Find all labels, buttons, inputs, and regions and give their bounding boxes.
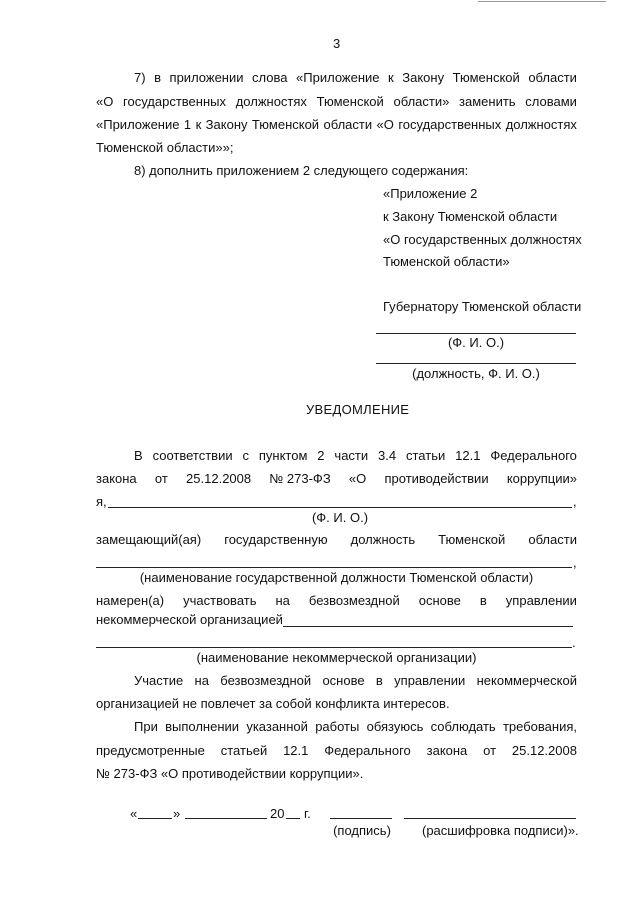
date-year-line: [286, 818, 300, 819]
appendix-header-line-3: «О государственных должностях: [383, 232, 582, 247]
notice-paragraph-3-line-1-word: При: [134, 719, 158, 734]
notice-org-prefix: некоммерческой организацией: [96, 612, 283, 627]
amendment-7-line-1-word: Тюменской: [452, 70, 520, 85]
notice-fio-comma: ,: [573, 494, 577, 509]
addressee-fio-line: [376, 333, 576, 334]
amendment-7-line-2-word: государственных: [123, 94, 226, 109]
notice-paragraph-1-line-1-word: В: [134, 448, 143, 463]
notice-intend-line: [96, 593, 577, 608]
notice-paragraph-1-line-2-word: коррупции»: [506, 471, 577, 486]
notice-intend-line-word: безвозмездной: [308, 593, 400, 608]
date-year-suffix: г.: [304, 806, 311, 821]
notice-paragraph-2-line-1: [134, 673, 577, 688]
amendment-7-line-3-word: «О: [376, 117, 394, 132]
amendment-7-line-3: [96, 117, 577, 132]
notice-holding-line: [96, 532, 577, 547]
notice-fio-line: [108, 507, 572, 508]
notice-paragraph-2-line-1-word: Участие: [134, 673, 184, 688]
notice-paragraph-1-line-2-word: 25.12.2008: [186, 471, 252, 486]
notice-paragraph-2-line-1-word: в: [375, 673, 383, 688]
notice-org-line-1: [283, 626, 573, 627]
amendment-7-line-3-word: 1: [183, 117, 192, 132]
notice-intend-line-word: на: [275, 593, 290, 608]
notice-paragraph-2-line-1-word: основе: [322, 673, 365, 688]
notice-i-prefix: я,: [96, 494, 107, 509]
notice-paragraph-1-line-2-word: от: [154, 471, 168, 486]
amendment-7-line-4: Тюменской области»»;: [96, 140, 234, 155]
amendment-7-line-3-word: к: [195, 117, 202, 132]
notice-position-comma: ,: [573, 555, 577, 570]
notice-holding-line-word: области: [528, 532, 577, 547]
notice-paragraph-1-line-2-word: № 273-ФЗ: [269, 471, 331, 486]
signature-caption: (подпись): [333, 823, 391, 838]
date-month-line: [185, 818, 267, 819]
appendix-header-line-4: Тюменской области»: [383, 254, 510, 269]
addressee-governor: Губернатору Тюменской области: [383, 299, 582, 314]
appendix-header-line-2: к Закону Тюменской области: [383, 209, 558, 224]
date-year-prefix: 20: [270, 806, 285, 821]
notice-title: УВЕДОМЛЕНИЕ: [306, 402, 410, 417]
notice-paragraph-3-line-2-word: закона: [426, 743, 468, 758]
notice-paragraph-3-line-2-word: статьей: [220, 743, 268, 758]
notice-paragraph-1-line-1: [134, 448, 577, 463]
notice-intend-line-word: в: [479, 593, 487, 608]
amendment-7-line-1-word: «Приложение: [296, 70, 380, 85]
notice-holding-line-word: Тюменской: [438, 532, 506, 547]
notice-position-line: [96, 567, 572, 568]
amendment-7-line-2-word: должностях: [235, 94, 307, 109]
appendix-header-line-1: «Приложение 2: [383, 186, 478, 201]
notice-holding-line-word: должность: [350, 532, 416, 547]
amendment-7-line-1-word: слова: [252, 70, 288, 85]
amendment-7-line-1: [134, 70, 577, 85]
addressee-position-caption: (должность, Ф. И. О.): [412, 366, 540, 381]
amendment-7-line-2-word: словами: [525, 94, 577, 109]
signature-decode-caption: (расшифровка подписи)».: [422, 823, 579, 838]
notice-holding-line-word: государственную: [224, 532, 328, 547]
notice-paragraph-1-line-1-word: статьи: [406, 448, 446, 463]
amendment-7-line-1-word: в: [154, 70, 161, 85]
amendment-7-line-1-word: приложении: [169, 70, 244, 85]
notice-paragraph-3-line-2-word: предусмотренные: [96, 743, 205, 758]
amendment-7-line-2-word: заменить: [459, 94, 516, 109]
notice-paragraph-3-line-2-word: Федерального: [324, 743, 411, 758]
notice-paragraph-3-line-2-word: 25.12.2008: [511, 743, 577, 758]
amendment-7-line-3-word: государственных: [398, 117, 502, 132]
notice-paragraph-1-line-1-word: 3.4: [378, 448, 397, 463]
notice-paragraph-1-line-1-word: части: [334, 448, 369, 463]
addressee-fio-caption: (Ф. И. О.): [447, 335, 505, 350]
amendment-7-line-3-word: должностях: [505, 117, 577, 132]
signature-decode-line: [404, 818, 576, 819]
date-open-quote: «: [130, 806, 138, 821]
notice-paragraph-1-line-2-word: закона: [96, 471, 137, 486]
notice-paragraph-2-line-2: организацией не повлечет за собой конфликта интересов.: [96, 696, 450, 711]
notice-intend-line-word: намерен(а): [96, 593, 165, 608]
date-day-line: [138, 818, 172, 819]
notice-paragraph-2-line-1-word: управлении: [394, 673, 466, 688]
amendment-7-line-3-word: Тюменской: [251, 117, 320, 132]
notice-paragraph-1-line-1-word: пунктом: [258, 448, 308, 463]
date-close-quote: »: [173, 806, 181, 821]
amendment-7-line-1-word: Закону: [402, 70, 445, 85]
notice-paragraph-1-line-2-word: противодействии: [384, 471, 489, 486]
notice-paragraph-3-line-2-word: 12.1: [283, 743, 309, 758]
notice-paragraph-1-line-2-word: «О: [348, 471, 367, 486]
notice-fio-caption: (Ф. И. О.): [311, 510, 369, 525]
notice-paragraph-1-line-2: [96, 471, 577, 486]
header-rule: [478, 1, 606, 2]
amendment-7-line-2: [96, 94, 577, 109]
page-number: 3: [333, 36, 341, 51]
notice-paragraph-3-line-1-word: выполнении: [165, 719, 240, 734]
amendment-7-line-2-word: «О: [96, 94, 114, 109]
signature-line: [330, 818, 392, 819]
notice-paragraph-1-line-1-word: Федерального: [490, 448, 577, 463]
notice-paragraph-3-line-2: [96, 743, 577, 758]
amendment-7-line-3-word: Закону: [205, 117, 248, 132]
notice-paragraph-3-line-1-word: требования,: [502, 719, 577, 734]
amendment-7-line-1-word: области: [528, 70, 577, 85]
notice-org-caption: (наименование некоммерческой организации): [196, 650, 477, 665]
amendment-7-line-1-word: 7): [134, 70, 146, 85]
amendment-7-line-2-word: Тюменской: [316, 94, 384, 109]
notice-paragraph-1-line-1-word: 2: [317, 448, 325, 463]
notice-paragraph-2-line-1-word: на: [194, 673, 209, 688]
notice-paragraph-3-line-3: № 273-ФЗ «О противодействии коррупции».: [96, 766, 364, 781]
notice-paragraph-1-line-1-word: с: [242, 448, 249, 463]
notice-paragraph-3-line-1-word: соблюдать: [430, 719, 496, 734]
notice-paragraph-1-line-1-word: 12.1: [455, 448, 481, 463]
notice-org-period: .: [572, 635, 576, 650]
notice-paragraph-3-line-2-word: от: [483, 743, 497, 758]
amendment-7-line-3-word: области: [323, 117, 373, 132]
amendment-7-line-2-word: области»: [393, 94, 450, 109]
notice-paragraph-2-line-1-word: безвозмездной: [220, 673, 312, 688]
amendment-7-line-3-word: «Приложение: [96, 117, 180, 132]
notice-org-line-2: [96, 647, 572, 648]
notice-paragraph-3-line-1-word: обязуюсь: [366, 719, 424, 734]
notice-position-caption: (наименование государственной должности Тюменской области): [139, 570, 534, 585]
notice-holding-line-word: замещающий(ая): [96, 532, 202, 547]
notice-paragraph-3-line-1: [134, 719, 577, 734]
amendment-7-line-1-word: к: [388, 70, 394, 85]
notice-intend-line-word: управлении: [505, 593, 577, 608]
notice-paragraph-1-line-1-word: соответствии: [152, 448, 233, 463]
notice-paragraph-3-line-1-word: работы: [315, 719, 360, 734]
amendment-8: 8) дополнить приложением 2 следующего содержания:: [134, 163, 469, 178]
addressee-position-line: [376, 363, 576, 364]
notice-intend-line-word: участвовать: [183, 593, 257, 608]
notice-paragraph-3-line-1-word: указанной: [246, 719, 308, 734]
notice-intend-line-word: основе: [418, 593, 461, 608]
notice-paragraph-2-line-1-word: некоммерческой: [476, 673, 577, 688]
